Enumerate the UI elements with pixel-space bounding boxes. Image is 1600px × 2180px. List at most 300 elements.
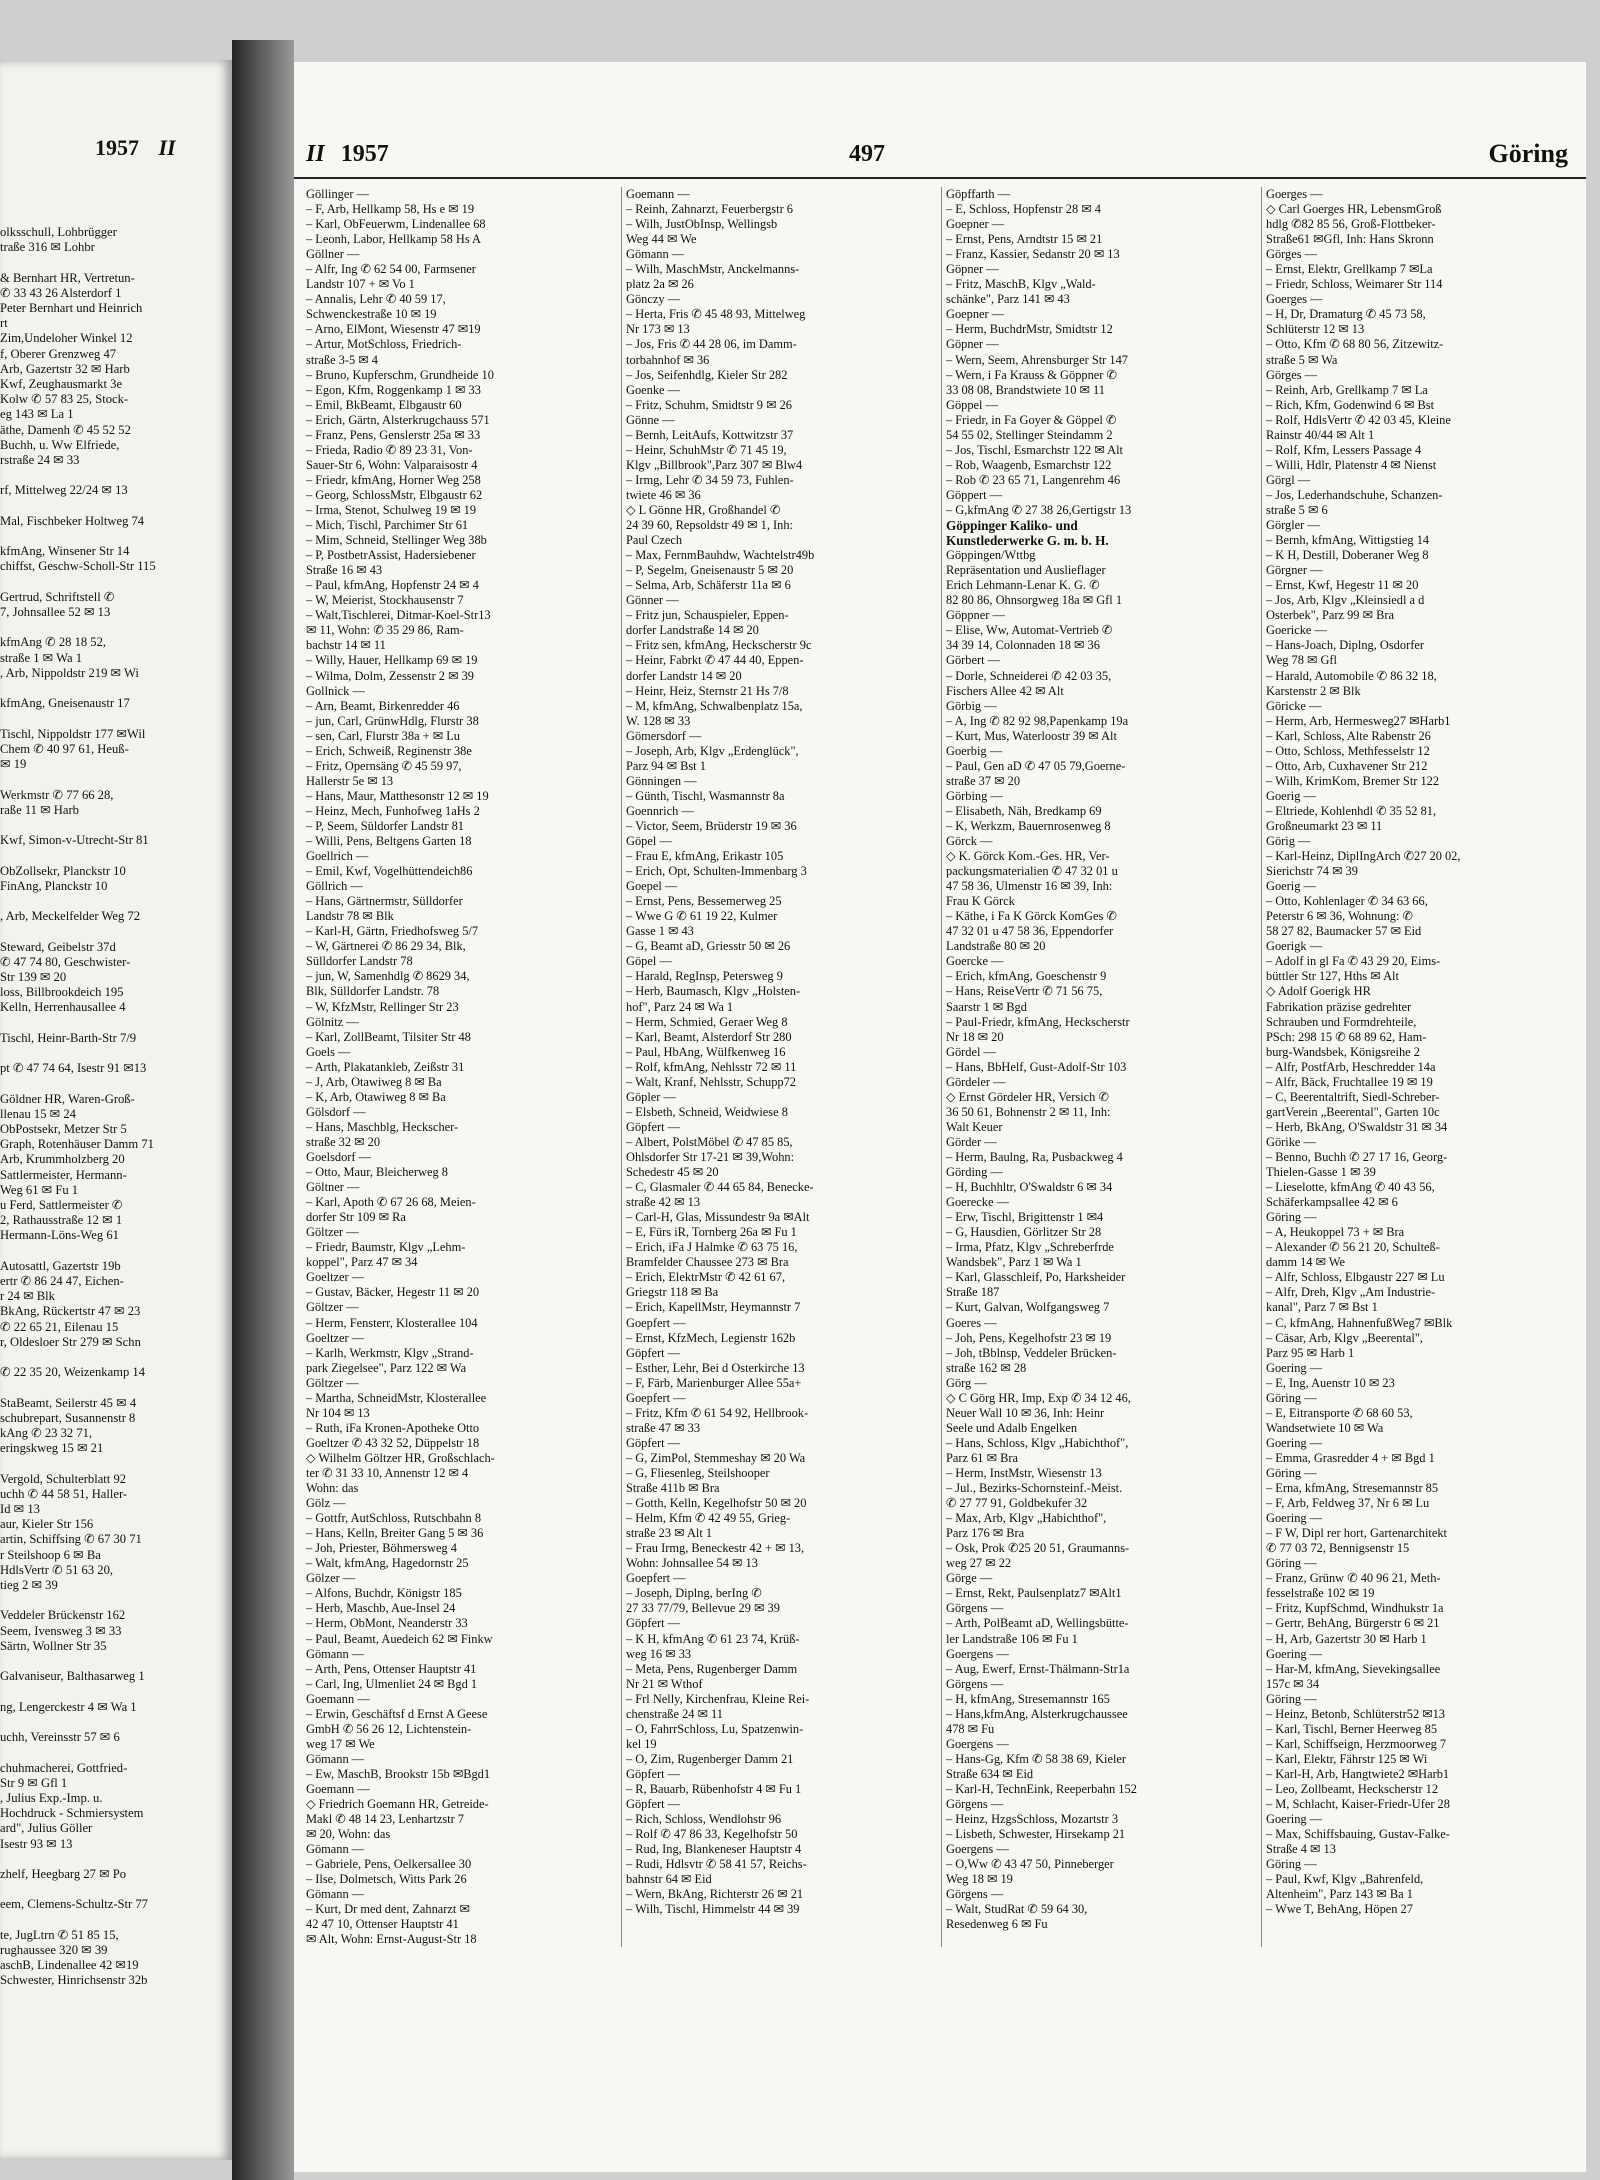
surname-heading: Görgens — — [946, 1601, 1004, 1616]
directory-entry: – Rich, Kfm, Godenwind 6 ✉ Bst — [1266, 397, 1435, 412]
surname-heading: Göpfert — — [626, 1616, 681, 1631]
directory-entry: – K H, kfmAng ✆ 61 23 74, Krüß- — [626, 1631, 800, 1646]
directory-entry: – Gottfr, AutSchloss, Rutschbahn 8 — [306, 1511, 482, 1526]
surname-heading: Göring — — [1266, 1465, 1317, 1480]
directory-entry: Osterbek", Parz 99 ✉ Bra — [1266, 608, 1394, 623]
surname-heading: Goercke — — [946, 954, 1004, 969]
directory-entry: chenstraße 24 ✉ 11 — [626, 1706, 723, 1721]
directory-entry: – J, Arb, Otawiweg 8 ✉ Ba — [306, 1074, 442, 1089]
directory-entry: Erich Lehmann-Lenar K. G. ✆ — [946, 578, 1100, 593]
left-page-line: rughaussee 320 ✉ 39 — [0, 1942, 108, 1957]
directory-entry: Wandsbek", Parz 1 ✉ Wa 1 — [946, 1255, 1082, 1270]
directory-entry: Altenheim", Parz 143 ✉ Ba 1 — [1266, 1887, 1413, 1902]
directory-entry: Schwenckestraße 10 ✉ 19 — [306, 307, 437, 322]
directory-entry: – Herb, Maschb, Aue-Insel 24 — [306, 1601, 456, 1616]
directory-entry: – Irma, Stenot, Schulweg 19 ✉ 19 — [306, 502, 477, 517]
left-page-line: Hermann-Löns-Weg 61 — [0, 1228, 119, 1243]
directory-entry: kanal", Parz 7 ✉ Bst 1 — [1266, 1300, 1378, 1315]
directory-entry: – Heinr, SchuhMstr ✆ 71 45 19, — [626, 442, 787, 457]
directory-entry: 42 47 10, Ottenser Hauptstr 41 — [306, 1917, 459, 1932]
directory-entry: – Alfr, Bäck, Fruchtallee 19 ✉ 19 — [1266, 1074, 1433, 1089]
left-page-line: Seem, Ivensweg 3 ✉ 33 — [0, 1623, 122, 1638]
directory-entry: – Gustav, Bäcker, Hegestr 11 ✉ 20 — [306, 1285, 480, 1300]
surname-heading: Göpler — — [626, 1089, 676, 1104]
left-page-line — [0, 529, 225, 544]
left-page-line: Kolw ✆ 57 83 25, Stock- — [0, 392, 129, 407]
directory-entry: – G, Fliesenleg, Steilshooper — [626, 1465, 770, 1480]
directory-entry: Göppingen/Wttbg — [946, 548, 1036, 563]
surname-heading: Görck — — [946, 834, 993, 849]
directory-entry: – Hans, Gärtnermstr, Sülldorfer — [306, 894, 463, 909]
left-page-line: Kelln, Herrenhausallee 4 — [0, 1000, 126, 1015]
directory-entry: – Herb, Baumasch, Klgv „Holsten- — [626, 984, 801, 999]
firm-entry: Kunstlederwerke G. m. b. H. — [946, 533, 1109, 549]
directory-entry: Wandsetwiete 10 ✉ Wa — [1266, 1420, 1384, 1435]
surname-heading: Goeltzer — — [306, 1330, 365, 1345]
directory-entry: – Arno, ElMont, Wiesenstr 47 ✉19 — [306, 322, 481, 337]
directory-entry: – Fritz, Opernsäng ✆ 45 59 97, — [306, 758, 462, 773]
directory-entry: PSch: 298 15 ✆ 68 89 62, Ham- — [1266, 1029, 1427, 1044]
directory-entry: – Jos, Seifenhdlg, Kieler Str 282 — [626, 367, 788, 382]
directory-entry: – Hans, Maur, Matthesonstr 12 ✉ 19 — [306, 788, 489, 803]
surname-heading: Goemann — — [306, 1781, 370, 1796]
directory-entry: – Wilh, JustObInsp, Wellingsb — [626, 217, 778, 232]
left-page-line: ertr ✆ 86 24 47, Eichen- — [0, 1274, 124, 1289]
directory-entry: – Reinh, Arb, Grellkamp 7 ✉ La — [1266, 382, 1428, 397]
left-page-line — [0, 575, 225, 590]
left-page-line: r, Oldesloer Str 279 ✉ Schn — [0, 1334, 141, 1349]
directory-entry: – Irmg, Lehr ✆ 34 59 73, Fuhlen- — [626, 472, 794, 487]
surname-heading: Gömann — — [306, 1751, 365, 1766]
directory-entry: Schrauben und Formdrehteile, — [1266, 1014, 1417, 1029]
left-page-line: Vergold, Schulterblatt 92 — [0, 1471, 127, 1486]
surname-heading: Goericke — — [1266, 623, 1327, 638]
directory-entry: straße 23 ✉ Alt 1 — [626, 1526, 713, 1541]
directory-entry: – C, kfmAng, HahnenfußWeg7 ✉Blk — [1266, 1315, 1453, 1330]
left-page-line: BkAng, Rückertstr 47 ✉ 23 — [0, 1304, 141, 1319]
left-page-line — [0, 1456, 225, 1471]
directory-entry: Schlüterstr 12 ✉ 13 — [1266, 322, 1365, 337]
directory-entry: – Martha, SchneidMstr, Klosterallee — [306, 1390, 487, 1405]
directory-entry: straße 3-5 ✉ 4 — [306, 352, 378, 367]
left-page-line: eem, Clemens-Schultz-Str 77 — [0, 1897, 148, 1912]
directory-entry: Paul Czech — [626, 533, 683, 548]
directory-entry: – Alfr, Schloss, Elbgaustr 227 ✉ Lu — [1266, 1270, 1445, 1285]
directory-entry: straße 5 ✉ 6 — [1266, 502, 1328, 517]
directory-entry: – P, Segelm, Gneisenaustr 5 ✉ 20 — [626, 563, 794, 578]
directory-entry: – Arth, Plakatankleb, Zeißstr 31 — [306, 1059, 465, 1074]
left-page-line: Zim,Undeloher Winkel 12 — [0, 331, 133, 346]
left-page-line: kAng ✆ 23 32 71, — [0, 1426, 93, 1441]
surname-heading: Görgl — — [1266, 472, 1311, 487]
directory-entry: – K, Arb, Otawiweg 8 ✉ Ba — [306, 1089, 446, 1104]
directory-entry: – Heinz, Mech, Funhofweg 1aHs 2 — [306, 803, 480, 818]
directory-entry: – Rich, Schloss, Wendlohstr 96 — [626, 1812, 782, 1827]
left-page-line: Werkmstr ✆ 77 66 28, — [0, 787, 114, 802]
directory-entry: – Wern, Seem, Ahrensburger Str 147 — [946, 352, 1128, 367]
left-page-line: traße 316 ✉ Lohbr — [0, 240, 95, 255]
directory-entry: – jun, Carl, GrünwHdlg, Flurstr 38 — [306, 713, 479, 728]
surname-heading: Göpfert — — [626, 1435, 681, 1450]
directory-entry: Gasse 1 ✉ 43 — [626, 924, 694, 939]
directory-entry: – Fritz, MaschB, Klgv „Wald- — [946, 277, 1096, 292]
directory-entry: – W, Meierist, Stockhausenstr 7 — [306, 593, 464, 608]
page-header — [294, 137, 1586, 179]
directory-entry: – Rudi, Hdlsvtr ✆ 58 41 57, Reichs- — [626, 1857, 807, 1872]
directory-entry: Rainstr 40/44 ✉ Alt 1 — [1266, 427, 1375, 442]
directory-entry: – W, Gärtnerei ✆ 86 29 34, Blk, — [306, 939, 466, 954]
directory-entry: Landstr 78 ✉ Blk — [306, 909, 394, 924]
directory-entry: 34 39 14, Colonnaden 18 ✉ 36 — [946, 638, 1100, 653]
surname-heading: Gölnitz — — [306, 1014, 359, 1029]
left-page-line — [0, 1350, 225, 1365]
directory-entry: – E, Ing, Auenstr 10 ✉ 23 — [1266, 1375, 1395, 1390]
surname-heading: Goergens — — [946, 1736, 1009, 1751]
surname-heading: Görgler — — [1266, 518, 1320, 533]
left-page-line: u Ferd, Sattlermeister ✆ — [0, 1198, 123, 1212]
directory-entry: – Paul, Gen aD ✆ 47 05 79,Goerne- — [946, 758, 1126, 773]
surname-heading: Görge — — [946, 1571, 993, 1586]
firm-entry: ◇ Carl Goerges HR, LebensmGroß — [1266, 202, 1442, 217]
directory-entry: – Alfr, Dreh, Klgv „Am Industrie- — [1266, 1285, 1436, 1300]
directory-entry: 24 39 60, Repsoldstr 49 ✉ 1, Inh: — [626, 518, 793, 533]
directory-entry: – Herb, BkAng, O'Swaldstr 31 ✉ 34 — [1266, 1119, 1448, 1134]
directory-entry: – Otto, Maur, Bleicherweg 8 — [306, 1165, 448, 1180]
directory-entry: – Herm, ObMont, Neanderstr 33 — [306, 1616, 468, 1631]
left-page-line — [0, 1715, 225, 1730]
directory-entry: – Willy, Hauer, Hellkamp 69 ✉ 19 — [306, 653, 478, 668]
directory-entry: – Joh, Pens, Kegelhofstr 23 ✉ 19 — [946, 1330, 1112, 1345]
directory-entry: twiete 46 ✉ 36 — [626, 487, 701, 502]
surname-heading: Goelsdorf — — [306, 1150, 372, 1164]
column-1 — [302, 187, 622, 1947]
directory-entry: – Herta, Fris ✆ 45 48 93, Mittelweg — [626, 307, 806, 322]
directory-entry: – Fritz, Schuhm, Smidtstr 9 ✉ 26 — [626, 397, 792, 412]
directory-entry: – M, Schlacht, Kaiser-Friedr-Ufer 28 — [1266, 1797, 1450, 1812]
left-page-line: eg 143 ✉ La 1 — [0, 407, 74, 422]
directory-entry: – Alfr, Ing ✆ 62 54 00, Farmsener — [306, 262, 476, 277]
directory-entry: – A, Ing ✆ 82 92 98,Papenkamp 19a — [946, 713, 1129, 728]
directory-entry: – Arth, PolBeamt aD, Wellingsbütte- — [946, 1616, 1129, 1631]
directory-entry: – Karl, Schiffseign, Herzmoorweg 7 — [1266, 1736, 1447, 1751]
surname-heading: Göpfert — — [626, 1345, 681, 1360]
left-page-line: ObPostsekr, Metzer Str 5 — [0, 1121, 127, 1136]
directory-entry: Parz 94 ✉ Bst 1 — [626, 758, 706, 773]
left-page-line: uchh ✆ 44 58 51, Haller- — [0, 1486, 128, 1501]
surname-heading: Görgens — — [946, 1797, 1004, 1812]
directory-entry: – Eltriede, Kohlenhdl ✆ 35 52 81, — [1266, 803, 1437, 818]
left-page-line: Weg 61 ✉ Fu 1 — [0, 1182, 79, 1197]
left-page-line: ✉ 19 — [0, 757, 27, 772]
surname-heading: Görgens — — [946, 1676, 1004, 1691]
directory-entry: Parz 95 ✉ Harb 1 — [1266, 1345, 1355, 1360]
directory-entry: – F, Arb, Hellkamp 58, Hs e ✉ 19 — [306, 202, 475, 217]
directory-entry: – Otto, Kfm ✆ 68 80 56, Zitzewitz- — [1266, 337, 1444, 352]
directory-entry: – Esther, Lehr, Bei d Osterkirche 13 — [626, 1360, 805, 1375]
left-page-line — [0, 1685, 225, 1700]
left-page-line: artin, Schiffsing ✆ 67 30 71 — [0, 1532, 142, 1547]
directory-entry: – Mich, Tischl, Parchimer Str 61 — [306, 518, 469, 533]
directory-entry: – M, kfmAng, Schwalbenplatz 15a, — [626, 698, 803, 713]
left-page-line — [0, 1380, 225, 1395]
left-page-line: kfmAng, Winsener Str 14 — [0, 544, 130, 559]
left-page-line: 7, Johnsallee 52 ✉ 13 — [0, 605, 111, 620]
left-page-line — [0, 712, 225, 727]
left-page-line: 2, Rathausstraße 12 ✉ 1 — [0, 1213, 123, 1228]
left-page-line: straße 1 ✉ Wa 1 — [0, 650, 83, 665]
surname-heading: Goepfert — — [626, 1315, 686, 1330]
directory-entry: – Alexander ✆ 56 21 20, Schulteß- — [1266, 1240, 1440, 1255]
left-page-line: Gertrud, Schriftstell ✆ — [0, 589, 115, 604]
directory-entry: – Wilh, MaschMstr, Anckelmanns- — [626, 262, 800, 277]
left-page-line: r Steilshoop 6 ✉ Ba — [0, 1547, 101, 1562]
directory-entry: – Leonh, Labor, Hellkamp 58 Hs A — [306, 232, 482, 247]
directory-entry: – jun, W, Samenhdlg ✆ 8629 34, — [306, 969, 470, 984]
left-page-line — [0, 468, 225, 483]
directory-entry: – Jos, Lederhandschuhe, Schanzen- — [1266, 487, 1443, 502]
directory-entry: damm 14 ✉ We — [1266, 1255, 1346, 1270]
directory-entry: – Wern, i Fa Krauss & Göppner ✆ — [946, 367, 1117, 382]
left-page-line — [0, 1244, 225, 1259]
directory-entry: 54 55 02, Stellinger Steindamm 2 — [946, 427, 1113, 442]
directory-entry: – Frau Irmg, Beneckestr 42 + ✉ 13, — [626, 1541, 805, 1556]
directory-entry: Karstenstr 2 ✉ Blk — [1266, 683, 1361, 698]
surname-heading: Goergens — — [946, 1646, 1009, 1661]
left-page-line: Kwf, Zeughausmarkt 3e — [0, 377, 123, 392]
directory-entry: – Elisabeth, Näh, Bredkamp 69 — [946, 803, 1102, 818]
left-page-line — [0, 772, 225, 787]
directory-entry: – Erich, KapellMstr, Heymannstr 7 — [626, 1300, 801, 1315]
directory-entry: – Helm, Kfm ✆ 42 49 55, Grieg- — [626, 1511, 791, 1526]
surname-heading: Goerges — — [1266, 187, 1323, 201]
surname-heading: Goerig — — [1266, 788, 1316, 803]
book-gutter — [232, 40, 294, 2180]
directory-entry: 478 ✉ Fu — [946, 1721, 995, 1736]
directory-entry: – Jos, Tischl, Esmarchstr 122 ✉ Alt — [946, 442, 1123, 457]
directory-entry: – Ernst, Pens, Bessemerweg 25 — [626, 894, 782, 909]
surname-heading: Göppert — — [946, 487, 1003, 502]
directory-entry: – Walt,Tischlerei, Ditmar-Koel-Str13 — [306, 608, 491, 623]
directory-entry: weg 16 ✉ 33 — [626, 1646, 692, 1661]
directory-entry: Ohlsdorfer Str 17-21 ✉ 39,Wohn: — [626, 1150, 795, 1164]
directory-entry: – Meta, Pens, Rugenberger Damm — [626, 1661, 798, 1676]
directory-entry: – Herm, Arb, Hermesweg27 ✉Harb1 — [1266, 713, 1451, 728]
directory-entry: – Erich, ElektrMstr ✆ 42 61 67, — [626, 1270, 786, 1285]
left-page-line — [0, 1046, 225, 1061]
directory-entry: – Willi, Hdlr, Platenstr 4 ✉ Nienst — [1266, 457, 1437, 472]
directory-entry: – Karl, Schloss, Alte Rabenstr 26 — [1266, 728, 1431, 743]
left-page-line: , Arb, Nippoldstr 219 ✉ Wi — [0, 665, 139, 680]
directory-entry: – Erich, Opt, Schulten-Immenbarg 3 — [626, 864, 807, 879]
directory-entry: – Reinh, Zahnarzt, Feuerbergstr 6 — [626, 202, 793, 217]
directory-entry: – Wilh, KrimKom, Bremer Str 122 — [1266, 773, 1440, 788]
directory-entry: – Ilse, Dolmetsch, Witts Park 26 — [306, 1872, 467, 1887]
directory-entry: Wohn: Johnsallee 54 ✉ 13 — [626, 1556, 758, 1571]
left-page-line: , Arb, Meckelfelder Weg 72 — [0, 909, 141, 924]
surname-heading: Gördel — — [946, 1044, 996, 1059]
directory-entry: – Friedr, Schloss, Weimarer Str 114 — [1266, 277, 1443, 292]
directory-entry: – Jos, Fris ✆ 44 28 06, im Damm- — [626, 337, 797, 352]
left-page-line: Autosattl, Gazertstr 19b — [0, 1258, 121, 1273]
directory-entry: – Hans-Joach, Diplng, Osdorfer — [1266, 638, 1424, 653]
directory-entry: – Herm, Schmied, Geraer Weg 8 — [626, 1014, 788, 1029]
directory-entry: – Rob ✆ 23 65 71, Langenrehm 46 — [946, 472, 1121, 487]
directory-entry: – A, Heukoppel 73 + ✉ Bra — [1266, 1225, 1405, 1240]
directory-entry: – F, Arb, Feldweg 37, Nr 6 ✉ Lu — [1266, 1496, 1430, 1511]
surname-heading: Goepner — — [946, 307, 1005, 322]
directory-entry: – Friedr, Baumstr, Klgv „Lehm- — [306, 1240, 466, 1255]
directory-entry: – Frieda, Radio ✆ 89 23 31, Von- — [306, 442, 473, 457]
directory-entry: – Herm, Baulng, Ra, Pusbackweg 4 — [946, 1150, 1123, 1164]
surname-heading: Görbig — — [946, 698, 997, 713]
directory-entry: – Lisbeth, Schwester, Hirsekamp 21 — [946, 1827, 1126, 1842]
directory-entry: – K H, Destill, Doberaner Weg 8 — [1266, 548, 1429, 563]
column-2 — [622, 187, 942, 1947]
directory-entry: – Osk, Prok ✆25 20 51, Graumanns- — [946, 1541, 1130, 1556]
directory-entry: Landstr 107 + ✉ Vo 1 — [306, 277, 415, 292]
directory-entry: – Alfons, Buchdr, Königstr 185 — [306, 1586, 462, 1601]
left-page-line: kfmAng, Gneisenaustr 17 — [0, 696, 130, 711]
left-page-line: Göldner HR, Waren-Groß- — [0, 1091, 135, 1106]
directory-entry: dorfer Str 109 ✉ Ra — [306, 1210, 406, 1225]
directory-entry: straße 5 ✉ Wa — [1266, 352, 1338, 367]
surname-heading: Göpel — — [626, 834, 672, 849]
directory-entry: bahnstr 64 ✉ Eid — [626, 1872, 712, 1887]
directory-entry: dorfer Landstraße 14 ✉ 20 — [626, 623, 759, 638]
surname-heading: Görgner — — [1266, 563, 1323, 578]
directory-entry: – Erna, kfmAng, Stresemannstr 85 — [1266, 1481, 1439, 1496]
directory-entry: straße 32 ✉ 20 — [306, 1134, 381, 1149]
directory-entry: Straße 411b ✉ Bra — [626, 1481, 720, 1496]
directory-entry: – Franz, Grünw ✆ 40 96 21, Meth- — [1266, 1571, 1441, 1586]
directory-entry: – Wwe T, BehAng, Höpen 27 — [1266, 1902, 1413, 1917]
directory-entry: – Elise, Ww, Automat-Vertrieb ✆ — [946, 623, 1113, 638]
left-page-line — [0, 1852, 225, 1867]
directory-entry: straße 47 ✉ 33 — [626, 1420, 701, 1435]
left-page-line: aur, Kieler Str 156 — [0, 1517, 94, 1532]
surname-heading: Goering — — [1266, 1812, 1323, 1827]
directory-entry: – Ernst, KfzMech, Legienstr 162b — [626, 1330, 796, 1345]
directory-entry: – Erich, iFa J Halmke ✆ 63 75 16, — [626, 1240, 798, 1255]
left-page-line: Str 9 ✉ Gfl 1 — [0, 1775, 68, 1790]
directory-entry: – P, PostbetrAssist, Hadersiebener — [306, 548, 476, 563]
directory-entry: Weg 44 ✉ We — [626, 232, 697, 247]
directory-entry: – Ruth, iFa Kronen-Apotheke Otto — [306, 1420, 480, 1435]
directory-entry: hdlg ✆82 85 56, Groß-Flottbeker- — [1266, 217, 1436, 232]
surname-heading: Gömann — — [306, 1887, 365, 1902]
directory-entry: – Carl, Ing, Ulmenliet 24 ✉ Bgd 1 — [306, 1676, 478, 1691]
left-page-line: Arb, Gazertstr 32 ✉ Harb — [0, 361, 130, 376]
directory-entry: Nr 104 ✉ 13 — [306, 1405, 370, 1420]
firm-entry: ◇ Ernst Gördeler HR, Versich ✆ — [946, 1089, 1109, 1104]
surname-heading: Görg — — [946, 1375, 987, 1390]
directory-entry: 157c ✉ 34 — [1266, 1676, 1320, 1691]
directory-entry: – Ernst, Pens, Arndtstr 15 ✉ 21 — [946, 232, 1103, 247]
directory-entry: platz 2a ✉ 26 — [626, 277, 694, 292]
surname-heading: Görding — — [946, 1165, 1003, 1180]
directory-entry: – Harald, Automobile ✆ 86 32 18, — [1266, 668, 1437, 683]
left-page-line: Peter Bernhart und Heinrich — [0, 301, 143, 316]
directory-entry: Frau K Görck — [946, 894, 1015, 909]
directory-entry: – Erich, Gärtn, Alsterkrugchauss 571 — [306, 412, 490, 427]
directory-entry: – G, Hausdien, Görlitzer Str 28 — [946, 1225, 1102, 1240]
surname-heading: Göltzer — — [306, 1300, 359, 1315]
directory-entry: 47 58 36, Ulmenstr 16 ✉ 39, Inh: — [946, 879, 1113, 894]
directory-entry: – Lieselotte, kfmAng ✆ 40 43 56, — [1266, 1180, 1435, 1195]
left-page-line — [0, 1882, 225, 1897]
directory-entry: – Herm, BuchdrMstr, Smidtstr 12 — [946, 322, 1113, 337]
directory-entry: 58 27 82, Baumacker 57 ✉ Eid — [1266, 924, 1422, 939]
left-page-line: Särtn, Wollner Str 35 — [0, 1638, 107, 1653]
surname-heading: Görbing — — [946, 788, 1003, 803]
directory-entry: – Hans, ReiseVertr ✆ 71 56 75, — [946, 984, 1103, 999]
directory-entry: – Emma, Grasredder 4 + ✉ Bgd 1 — [1266, 1450, 1435, 1465]
directory-entry: W. 128 ✉ 33 — [626, 713, 691, 728]
surname-heading: Goels — — [306, 1044, 351, 1059]
left-page-line: uchh, Vereinsstr 57 ✉ 6 — [0, 1730, 120, 1745]
left-page-line: Schwester, Hinrichsenstr 32b — [0, 1973, 148, 1988]
surname-heading: Göllner — — [306, 247, 360, 262]
directory-entry: Klgv „Billbrook",Parz 307 ✉ Blw4 — [626, 457, 803, 472]
surname-heading: Goerges — — [1266, 292, 1323, 307]
facing-page-left — [0, 60, 232, 2160]
directory-entry: – Rud, Ing, Blankeneser Hauptstr 4 — [626, 1842, 802, 1857]
directory-entry: – F, Färb, Marienburger Allee 55a+ — [626, 1375, 802, 1390]
directory-entry: – Karl-Heinz, DiplIngArch ✆27 20 02, — [1266, 849, 1461, 864]
directory-entry: – Willi, Pens, Beltgens Garten 18 — [306, 834, 472, 849]
directory-entry: – R, Bauarb, Rübenhofstr 4 ✉ Fu 1 — [626, 1781, 802, 1796]
left-page-line — [0, 818, 225, 833]
left-page-line — [0, 924, 225, 939]
directory-entry: – Artur, MotSchloss, Friedrich- — [306, 337, 462, 352]
surname-heading: Göltner — — [306, 1180, 360, 1195]
left-page-line: ✆ 22 35 20, Weizenkamp 14 — [0, 1365, 146, 1380]
page-year: 1957 — [340, 141, 389, 167]
left-page-line: te, JugLtrn ✆ 51 85 15, — [0, 1927, 119, 1942]
left-page-line: eringskweg 15 ✉ 21 — [0, 1441, 104, 1456]
firm-entry: ◇ C Görg HR, Imp, Exp ✆ 34 12 46, — [946, 1390, 1131, 1405]
surname-heading: Göring — — [1266, 1857, 1317, 1872]
left-page-line: ✆ 33 43 26 Alsterdorf 1 — [0, 285, 122, 300]
directory-entry: – Georg, SchlossMstr, Elbgaustr 62 — [306, 487, 483, 502]
directory-entry: – Fritz jun, Schauspieler, Eppen- — [626, 608, 789, 623]
surname-heading: Görbert — — [946, 653, 1001, 668]
surname-heading: Göpner — — [946, 262, 999, 277]
surname-heading: Göltzer — — [306, 1225, 359, 1240]
directory-entry: – Egon, Kfm, Roggenkamp 1 ✉ 33 — [306, 382, 481, 397]
surname-heading: Goering — — [1266, 1511, 1323, 1526]
directory-entry: Seele und Adalb Engelken — [946, 1420, 1078, 1435]
left-page-line: kfmAng ✆ 28 18 52, — [0, 635, 107, 650]
left-page-volume: II — [158, 135, 176, 160]
surname-heading: Gönner — — [626, 593, 679, 608]
directory-entry: Straße 634 ✉ Eid — [946, 1766, 1034, 1781]
directory-entry: Saarstr 1 ✉ Bgd — [946, 999, 1027, 1014]
directory-entry: Straße 4 ✉ 13 — [1266, 1842, 1336, 1857]
surname-heading: Goenke — — [626, 382, 681, 397]
left-page-line: Chem ✆ 40 97 61, Heuß- — [0, 741, 129, 756]
directory-entry: – Franz, Kassier, Sedanstr 20 ✉ 13 — [946, 247, 1120, 262]
directory-entry: – Paul, HbAng, Wülfkenweg 16 — [626, 1044, 786, 1059]
directory-entry: Nr 18 ✉ 20 — [946, 1029, 1004, 1044]
directory-entry: – Elsbeth, Schneid, Weidwiese 8 — [626, 1104, 788, 1119]
directory-entry: – C, Glasmaler ✆ 44 65 84, Benecke- — [626, 1180, 814, 1195]
directory-entry: – Annalis, Lehr ✆ 40 59 17, — [306, 292, 446, 307]
directory-entry: – Frau E, kfmAng, Erikastr 105 — [626, 849, 784, 864]
left-page-line: raße 11 ✉ Harb — [0, 802, 79, 817]
directory-entry: Walt Keuer — [946, 1119, 1003, 1134]
directory-entry: – Karl, Tischl, Berner Heerweg 85 — [1266, 1721, 1438, 1736]
